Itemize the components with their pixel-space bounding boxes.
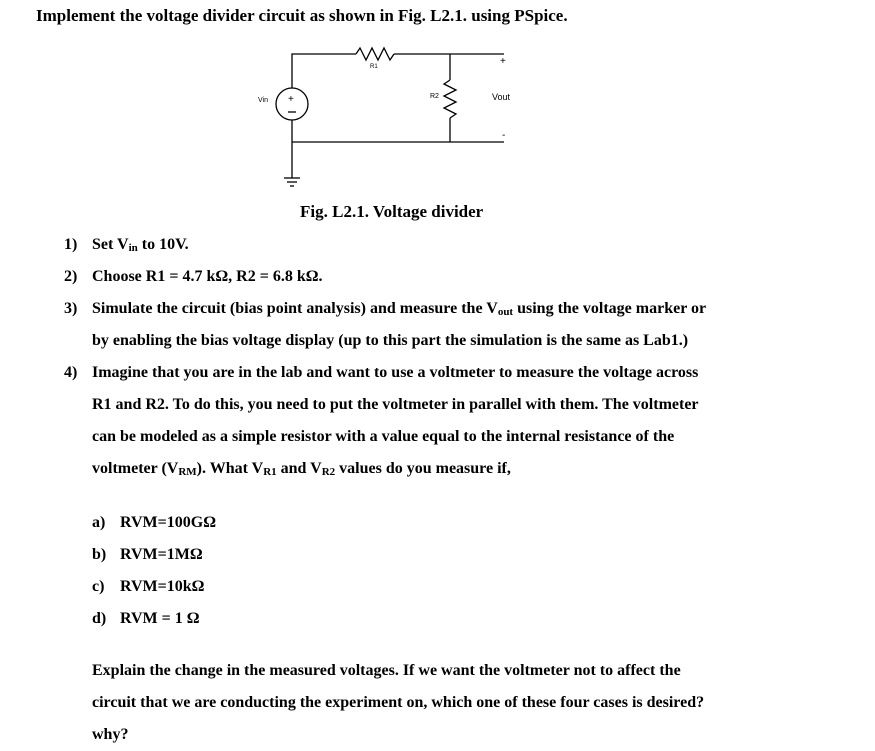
explain-line-3: why? [92,726,129,743]
voltage-divider-schematic [250,40,540,200]
r1-resistor [356,48,394,60]
r2-label: R2 [430,93,439,100]
explain-line-2: circuit that we are conducting the experiment on, which one of these four cases is desired? [92,694,705,711]
case-b: b) RVM=1MΩ [92,546,203,563]
vin-label: Vin [258,97,268,104]
page-heading: Implement the voltage divider circuit as shown in Fig. L2.1. using PSpice. [36,6,568,25]
step-4-line-3: can be modeled as a simple resistor with a value equal to the internal resistance of the [92,428,675,445]
step-2: 2) Choose R1 = 4.7 kΩ, R2 = 6.8 kΩ. [64,268,323,285]
vout-label: Vout [492,92,511,102]
vout-minus: - [502,130,506,141]
step-3: 3) Simulate the circuit (bias point analysis) and measure the Vout using the voltage marker or [64,300,707,318]
case-d: d) RVM = 1 Ω [92,610,200,627]
step-4-line-2: R1 and R2. To do this, you need to put the voltmeter in parallel with them. The voltmeter [92,396,699,413]
step-1: 1) Set Vin to 10V. [64,236,189,254]
step-4: 4) Imagine that you are in the lab and want to use a voltmeter to measure the voltage across [64,364,699,381]
source-plus-sign: + [288,94,294,105]
case-c: c) RVM=10kΩ [92,578,205,595]
explain-line-1: Explain the change in the measured voltages. If we want the voltmeter not to affect the [92,662,681,679]
case-a: a) RVM=100GΩ [92,514,217,531]
r2-resistor [444,80,456,118]
vout-plus: + [500,56,506,67]
step-4-line-4: voltmeter (VRM). What VR1 and VR2 values do you measure if, [92,460,511,478]
wire-top-left [292,54,356,88]
figure-caption: Fig. L2.1. Voltage divider [300,202,484,221]
step-3-line-2: by enabling the bias voltage display (up to this part the simulation is the same as Lab1.) [92,332,689,349]
r1-label: R1 [370,64,378,70]
